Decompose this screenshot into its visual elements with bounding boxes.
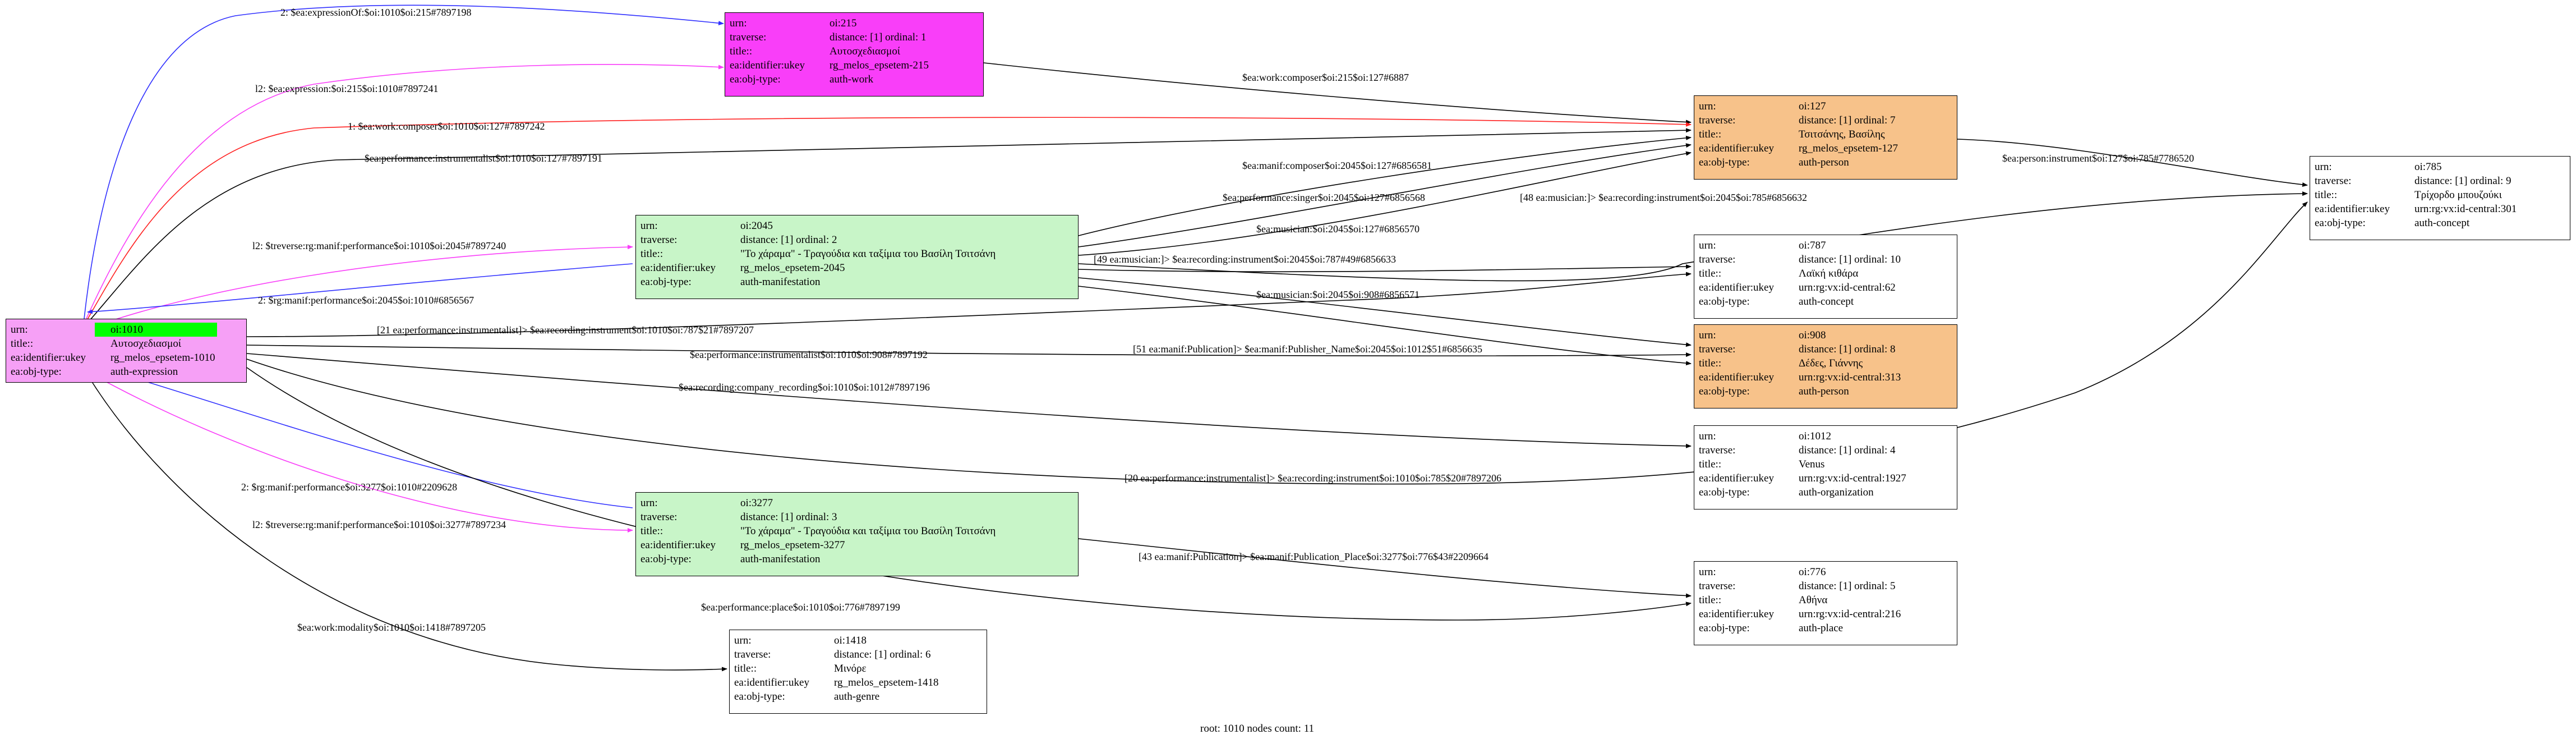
node-127-field-key: ea:obj-type:	[1699, 157, 1750, 168]
node-785-field-key: ea:obj-type:	[2315, 217, 2366, 229]
edge-work-modality-1418-label: $ea:work:modality$oi:1010$oi:1418#7897205	[297, 622, 486, 633]
node-776-field-key: urn:	[1699, 566, 1716, 578]
node-215-field-key: ea:identifier:ukey	[730, 59, 805, 71]
node-908-field-key: ea:obj-type:	[1699, 385, 1750, 397]
node-1418-field-key: urn:	[734, 635, 752, 646]
edge-musician-2045-908	[1079, 278, 1691, 345]
edge-49-musician-recording-instrument-787-label: [49 ea:musician:]> $ea:recording:instrument$oi:2045$oi:787#49#6856633	[1094, 254, 1397, 265]
edge-51-manif-publisher-name-label: [51 ea:manif:Publication]> $ea:manif:Publisher_Name$oi:2045$oi:1012$51#6856635	[1133, 343, 1483, 355]
node-3277-field-key: ea:obj-type:	[640, 553, 692, 565]
node-3277-field-value: auth-manifestation	[740, 553, 821, 565]
edge-work-composer-1010-127-label: 1: $ea:work:composer$oi:1010$oi:127#7897242	[348, 121, 545, 132]
edge-performance-instrumentalist-908-label: $ea:performance:instrumentalist$oi:1010$oi:908#7897192	[690, 349, 928, 360]
node-1012-field-value: Venus	[1799, 458, 1825, 470]
node-776-field-key: traverse:	[1699, 580, 1736, 592]
edge-expressionOf-215-label: 2: $ea:expressionOf:$oi:1010$oi:215#7897198	[280, 7, 472, 18]
node-787-field-key: traverse:	[1699, 254, 1736, 265]
node-785-field-value: Τρίχορδο μπουζούκι	[2414, 189, 2502, 201]
node-908-field-value: oi:908	[1799, 329, 1826, 341]
node-1012-field-value: distance: [1] ordinal: 4	[1799, 444, 1896, 456]
edge-recording-company	[247, 354, 1691, 446]
node-127[interactable]	[1694, 95, 1957, 180]
node-3277-field-value: distance: [1] ordinal: 3	[740, 511, 837, 523]
node-1012[interactable]	[1694, 425, 1957, 510]
node-2045-field-key: urn:	[640, 220, 658, 232]
node-1010-field-key: ea:obj-type:	[11, 366, 62, 378]
node-2045-field-key: traverse:	[640, 234, 678, 246]
node-3277-field-key: ea:identifier:ukey	[640, 539, 716, 551]
node-1012-field-key: urn:	[1699, 430, 1716, 442]
edge-43-manif-publication-place-label: [43 ea:manif:Publication]> $ea:manif:Publication_Place$oi:3277$oi:776$43#2209664	[1139, 551, 1489, 562]
node-127-field-key: urn:	[1699, 100, 1716, 112]
edge-manif-composer-2045-127	[1079, 137, 1691, 236]
node-787-field-key: ea:obj-type:	[1699, 296, 1750, 307]
node-1010-field-value: rg_melos_epsetem-1010	[110, 352, 215, 364]
node-776-field-key: ea:obj-type:	[1699, 622, 1750, 634]
node-2045[interactable]	[635, 215, 1079, 299]
node-787[interactable]	[1694, 235, 1957, 319]
node-215-field-value: oi:215	[830, 17, 857, 29]
node-127-field-key: traverse:	[1699, 114, 1736, 126]
node-787-field-key: ea:identifier:ukey	[1699, 282, 1774, 293]
node-785-field-key: urn:	[2315, 161, 2332, 173]
node-1010-field-value: oi:1010	[95, 323, 217, 337]
node-776[interactable]	[1694, 561, 1957, 645]
node-127-field-value: oi:127	[1799, 100, 1826, 112]
node-215-field-key: traverse:	[730, 31, 767, 43]
node-776-field-value: Αθήνα	[1799, 594, 1828, 606]
node-1418[interactable]	[729, 630, 987, 714]
node-785-field-key: title::	[2315, 189, 2338, 201]
edge-reverse-manif-performance-2045-label: l2: $treverse:rg:manif:performance$oi:1010$oi:2045#7897240	[252, 240, 506, 251]
node-785[interactable]	[2310, 156, 2570, 240]
node-908-field-key: traverse:	[1699, 343, 1736, 355]
edge-21-performance-instrumentalist-recording-label: [21 ea:performance:instrumentalist]> $ea:recording:instrument$oi:1010$oi:787$21#7897207	[377, 324, 754, 336]
node-3277-field-value: "Το χάραμα" - Τραγούδια και ταξίμια του Βασίλη Τσιτσάνη	[740, 525, 996, 537]
node-2045-field-key: ea:identifier:ukey	[640, 262, 716, 274]
node-908-field-value: urn:rg:vx:id-central:313	[1799, 371, 1901, 383]
node-215-field-value: distance: [1] ordinal: 1	[830, 31, 927, 43]
node-776-field-value: oi:776	[1799, 566, 1826, 578]
node-908[interactable]	[1694, 324, 1957, 408]
edge-performance-instrumentalist-127-label: $ea:performance:instrumentalist$oi:1010$oi:127#7897191	[365, 153, 602, 164]
node-785-field-key: ea:identifier:ukey	[2315, 203, 2390, 215]
edge-49-musician-recording-instrument-787	[1079, 267, 1691, 272]
node-3277-field-value: oi:3277	[740, 497, 773, 509]
edge-rg-manif-performance-3277-label: 2: $rg:manif:performance$oi:3277$oi:1010#2209628	[241, 481, 458, 493]
node-127-field-key: ea:identifier:ukey	[1699, 143, 1774, 154]
edge-48-musician-recording-instrument-785	[1079, 194, 2307, 281]
edge-musician-2045-127-label: $ea:musician:$oi:2045$oi:127#6856570	[1256, 223, 1420, 235]
edge-rg-manif-performance-2045-label: 2: $rg:manif:performance$oi:2045$oi:1010#6856567	[258, 295, 474, 306]
node-1012-field-key: ea:identifier:ukey	[1699, 472, 1774, 484]
node-1010-field-value: Αυτοσχεδιασμοί	[110, 338, 181, 350]
edge-work-composer-127-label: $ea:work:composer$oi:215$oi:127#6887	[1242, 72, 1409, 83]
edge-43-manif-publication-place	[1079, 539, 1691, 596]
node-3277-field-value: rg_melos_epsetem-3277	[740, 539, 845, 551]
node-787-field-value: Λαϊκή κιθάρα	[1799, 268, 1859, 279]
node-787-field-key: title::	[1699, 268, 1722, 279]
edge-expression-215	[85, 65, 724, 321]
node-908-field-value: Δέδες, Γιάννης	[1799, 357, 1863, 369]
node-3277-field-key: title::	[640, 525, 663, 537]
node-785-field-value: oi:785	[2414, 161, 2442, 173]
node-127-field-value: Τσιτσάνης, Βασίλης	[1799, 128, 1885, 140]
node-215-field-value: rg_melos_epsetem-215	[830, 59, 929, 71]
node-3277-field-key: traverse:	[640, 511, 678, 523]
node-2045-field-key: ea:obj-type:	[640, 276, 692, 288]
node-908-field-value: distance: [1] ordinal: 8	[1799, 343, 1896, 355]
edge-performance-singer-2045-127-label: $ea:performance:singer$oi:2045$oi:127#6856568	[1223, 192, 1425, 203]
edge-performance-place-776-label: $ea:performance:place$oi:1010$oi:776#7897199	[701, 602, 900, 613]
edge-48-musician-recording-instrument-785-label: [48 ea:musician:]> $ea:recording:instrument$oi:2045$oi:785#6856632	[1520, 192, 1808, 203]
node-776-field-value: distance: [1] ordinal: 5	[1799, 580, 1896, 592]
node-127-field-key: title::	[1699, 128, 1722, 140]
node-215-field-key: urn:	[730, 17, 747, 29]
node-785-field-value: distance: [1] ordinal: 9	[2414, 175, 2512, 187]
node-785-field-value: auth-concept	[2414, 217, 2470, 229]
edge-20-performance-instrumentalist-recording-785-label: [20 ea:performance:instrumentalist]> $ea:recording:instrument$oi:1010$oi:785$20#7897206	[1125, 472, 1501, 484]
node-1012-field-key: title::	[1699, 458, 1722, 470]
node-1012-field-value: urn:rg:vx:id-central:1927	[1799, 472, 1906, 484]
node-1418-field-value: oi:1418	[834, 635, 867, 646]
node-787-field-value: urn:rg:vx:id-central:62	[1799, 282, 1896, 293]
node-1010-field-key: urn:	[11, 324, 28, 336]
node-787-field-value: oi:787	[1799, 240, 1826, 251]
node-1418-field-value: auth-genre	[834, 691, 880, 703]
node-787-field-key: urn:	[1699, 240, 1716, 251]
node-908-field-value: auth-person	[1799, 385, 1849, 397]
node-1010-field-value: auth-expression	[110, 366, 178, 378]
node-215-field-key: title::	[730, 45, 753, 57]
node-215-field-key: ea:obj-type:	[730, 74, 781, 85]
node-776-field-value: auth-place	[1799, 622, 1844, 634]
node-785-field-key: traverse:	[2315, 175, 2352, 187]
node-1012-field-value: auth-organization	[1799, 486, 1874, 498]
node-908-field-key: title::	[1699, 357, 1722, 369]
node-215-field-value: Αυτοσχεδιασμοί	[830, 45, 900, 57]
node-127-field-value: rg_melos_epsetem-127	[1799, 143, 1898, 154]
edge-musician-2045-908-label: $ea:musician:$oi:2045$oi:908#6856571	[1256, 289, 1420, 300]
node-908-field-key: urn:	[1699, 329, 1716, 341]
node-1418-field-key: ea:obj-type:	[734, 691, 785, 703]
node-3277[interactable]	[635, 492, 1079, 576]
node-2045-field-value: "Το χάραμα" - Τραγούδια και ταξίμια του Βασίλη Τσιτσάνη	[740, 248, 996, 260]
node-127-field-value: auth-person	[1799, 157, 1849, 168]
node-787-field-value: distance: [1] ordinal: 10	[1799, 254, 1901, 265]
node-1418-field-key: traverse:	[734, 649, 771, 660]
node-2045-field-value: rg_melos_epsetem-2045	[740, 262, 845, 274]
node-1418-field-value: rg_melos_epsetem-1418	[834, 677, 939, 688]
node-1012-field-value: oi:1012	[1799, 430, 1832, 442]
node-215-field-value: auth-work	[830, 74, 874, 85]
node-127-field-value: distance: [1] ordinal: 7	[1799, 114, 1896, 126]
node-3277-field-key: urn:	[640, 497, 658, 509]
node-776-field-value: urn:rg:vx:id-central:216	[1799, 608, 1901, 620]
edge-expression-215-label: l2: $ea:expression:$oi:215$oi:1010#7897241	[255, 83, 439, 94]
node-1418-field-value: distance: [1] ordinal: 6	[834, 649, 931, 660]
node-908-field-key: ea:identifier:ukey	[1699, 371, 1774, 383]
node-1418-field-value: Μινόρε	[834, 663, 867, 674]
node-787-field-value: auth-concept	[1799, 296, 1854, 307]
node-785-field-value: urn:rg:vx:id-central:301	[2414, 203, 2517, 215]
edge-reverse-manif-performance-3277-label: l2: $treverse:rg:manif:performance$oi:1010$oi:3277#7897234	[252, 519, 506, 530]
edge-reverse-manif-performance-3277	[85, 370, 633, 530]
node-2045-field-value: oi:2045	[740, 220, 773, 232]
node-776-field-key: ea:identifier:ukey	[1699, 608, 1774, 620]
node-1010-field-key: title::	[11, 338, 34, 350]
node-1010-field-key: ea:identifier:ukey	[11, 352, 86, 364]
edge-person-instrument-127-785-label: $ea:person:instrument$oi:127$oi:785#7786520	[2002, 153, 2194, 164]
node-776-field-key: title::	[1699, 594, 1722, 606]
node-1418-field-key: ea:identifier:ukey	[734, 677, 809, 688]
edge-recording-company-label: $ea:recording:company_recording$oi:1010$oi:1012#7897196	[679, 382, 930, 393]
node-1012-field-key: ea:obj-type:	[1699, 486, 1750, 498]
node-2045-field-value: distance: [1] ordinal: 2	[740, 234, 837, 246]
edge-manif-composer-2045-127-label: $ea:manif:composer$oi:2045$oi:127#6856581	[1242, 160, 1432, 171]
node-2045-field-key: title::	[640, 248, 663, 260]
node-1012-field-key: traverse:	[1699, 444, 1736, 456]
graph-caption: root: 1010 nodes count: 11	[1200, 723, 1314, 735]
node-1010[interactable]	[6, 319, 247, 383]
node-1418-field-key: title::	[734, 663, 757, 674]
node-215[interactable]	[725, 12, 984, 97]
node-2045-field-value: auth-manifestation	[740, 276, 821, 288]
